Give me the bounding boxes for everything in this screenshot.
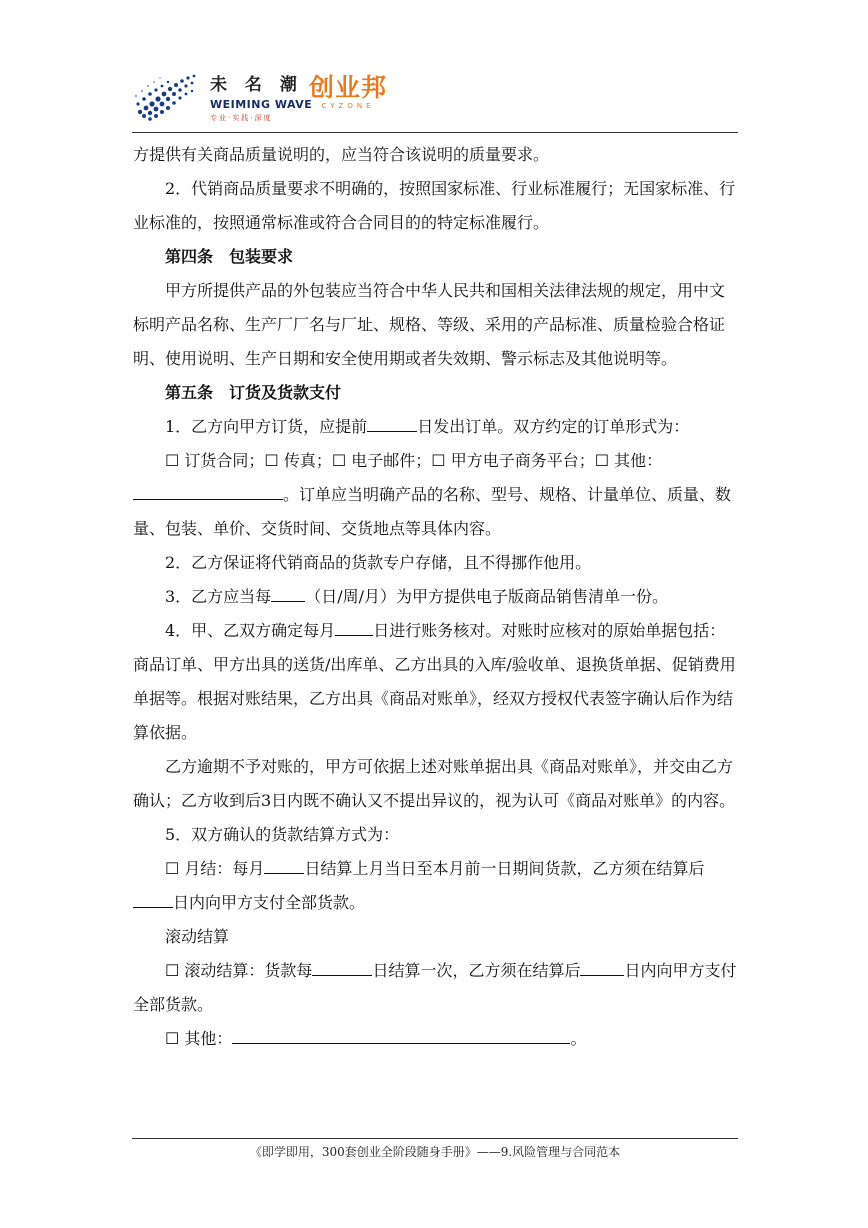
checkbox-option[interactable]: ☐ 滚动结算：货款每 (165, 961, 313, 980)
paragraph: 方提供有关商品质量说明的，应当符合该说明的质量要求。 (133, 145, 550, 164)
paragraph (133, 614, 739, 750)
fill-blank[interactable] (232, 1025, 570, 1044)
fill-blank[interactable] (312, 957, 372, 976)
fill-blank[interactable] (580, 957, 624, 976)
text-span: 。订单应当明确产品的名称、型号、规格、计量单位、质量、数量、包装、单价、交货时间、交货地点等具体内容。 (133, 485, 732, 538)
article-number: 第五条 (165, 383, 214, 402)
article-title: 包装要求 (229, 247, 294, 266)
fill-blank[interactable] (133, 889, 173, 908)
article-heading (133, 376, 739, 410)
fill-blank[interactable] (133, 481, 283, 500)
article-heading (133, 240, 739, 274)
text-span: 。 (570, 1029, 587, 1048)
article-title: 订货及货款支付 (229, 383, 342, 402)
fill-blank[interactable] (271, 583, 305, 602)
cyzone-en: CYZONE (321, 102, 375, 110)
text-span: 3．乙方应当每 (165, 587, 272, 606)
cyzone-logo (309, 68, 387, 110)
paragraph (133, 580, 739, 614)
checkbox-option[interactable]: ☐ 月结：每月 (165, 859, 265, 878)
text-span: 4．甲、乙双方确定每月 (165, 621, 336, 640)
text-span: 日发出订单。双方约定的订单形式为： (417, 417, 690, 436)
text-span: 日内向甲方支付全部货款。 (133, 961, 737, 1014)
paragraph: 2．乙方保证将代销商品的货款专户存储，且不得挪作他用。 (165, 553, 592, 572)
paragraph: 甲方所提供产品的外包装应当符合中华人民共和国相关法律法规的规定，用中文标明产品名称、生产厂厂名与厂址、规格、等级、采用的产品标准、质量检验合格证明、使用说明、生产日期和安全使用期或者失效期、警示标志及其他说明等。 (133, 281, 726, 368)
text-span: 1．乙方向甲方订货，应提前 (165, 417, 368, 436)
brand-cn: 未 名 潮 (210, 75, 303, 95)
fill-blank[interactable] (335, 617, 373, 636)
page-header (132, 58, 738, 133)
checkbox-options[interactable]: ☐ 订货合同；☐ 传真；☐ 电子邮件；☐ 甲方电子商务平台；☐ 其他： (165, 451, 663, 470)
paragraph (133, 954, 739, 1022)
weiming-wave-logo-icon (132, 66, 204, 122)
paragraph: 滚动结算 (165, 927, 230, 946)
checkbox-option[interactable]: ☐ 其他： (165, 1029, 233, 1048)
weiming-wave-brand (210, 70, 312, 123)
text-span: 日内向甲方支付全部货款。 (173, 893, 366, 912)
cyzone-cn: 创业邦 (309, 73, 388, 102)
paragraph (133, 410, 739, 444)
paragraph: 2．代销商品质量要求不明确的，按照国家标准、行业标准履行；无国家标准、行业标准的，按照通常标准或符合合同目的的特定标准履行。 (133, 179, 736, 232)
brand-slogan: 专业·实践·深度 (210, 114, 273, 122)
paragraph (133, 444, 739, 546)
fill-blank[interactable] (367, 413, 417, 432)
text-span: 日结算一次，乙方须在结算后 (372, 961, 581, 980)
page-footer: 《即学即用，300套创业全阶段随身手册》——9.风险管理与合同范本 (132, 1138, 738, 1160)
article-number: 第四条 (165, 247, 214, 266)
brand-en: WEIMING WAVE (210, 98, 313, 111)
text-span: 日进行账务核对。对账时应核对的原始单据包括：商品订单、甲方出具的送货/出库单、乙方出具的入库/验收单、退换货单据、促销费用单据等。根据对账结果，乙方出具《商品对账单》，经双方授权代表签字确认后作为结算依据。 (133, 621, 736, 742)
text-span: （日/周/月）为甲方提供电子版商品销售清单一份。 (305, 587, 668, 606)
document-body (133, 138, 739, 1056)
paragraph: 乙方逾期不予对账的，甲方可依据上述对账单据出具《商品对账单》，并交由乙方确认；乙方收到后3日内既不确认又不提出异议的，视为认可《商品对账单》的内容。 (133, 757, 736, 810)
text-span: 日结算上月当日至本月前一日期间货款，乙方须在结算后 (304, 859, 705, 878)
paragraph (133, 1022, 739, 1056)
fill-blank[interactable] (264, 855, 304, 874)
paragraph (133, 852, 739, 920)
paragraph: 5．双方确认的货款结算方式为： (165, 825, 400, 844)
